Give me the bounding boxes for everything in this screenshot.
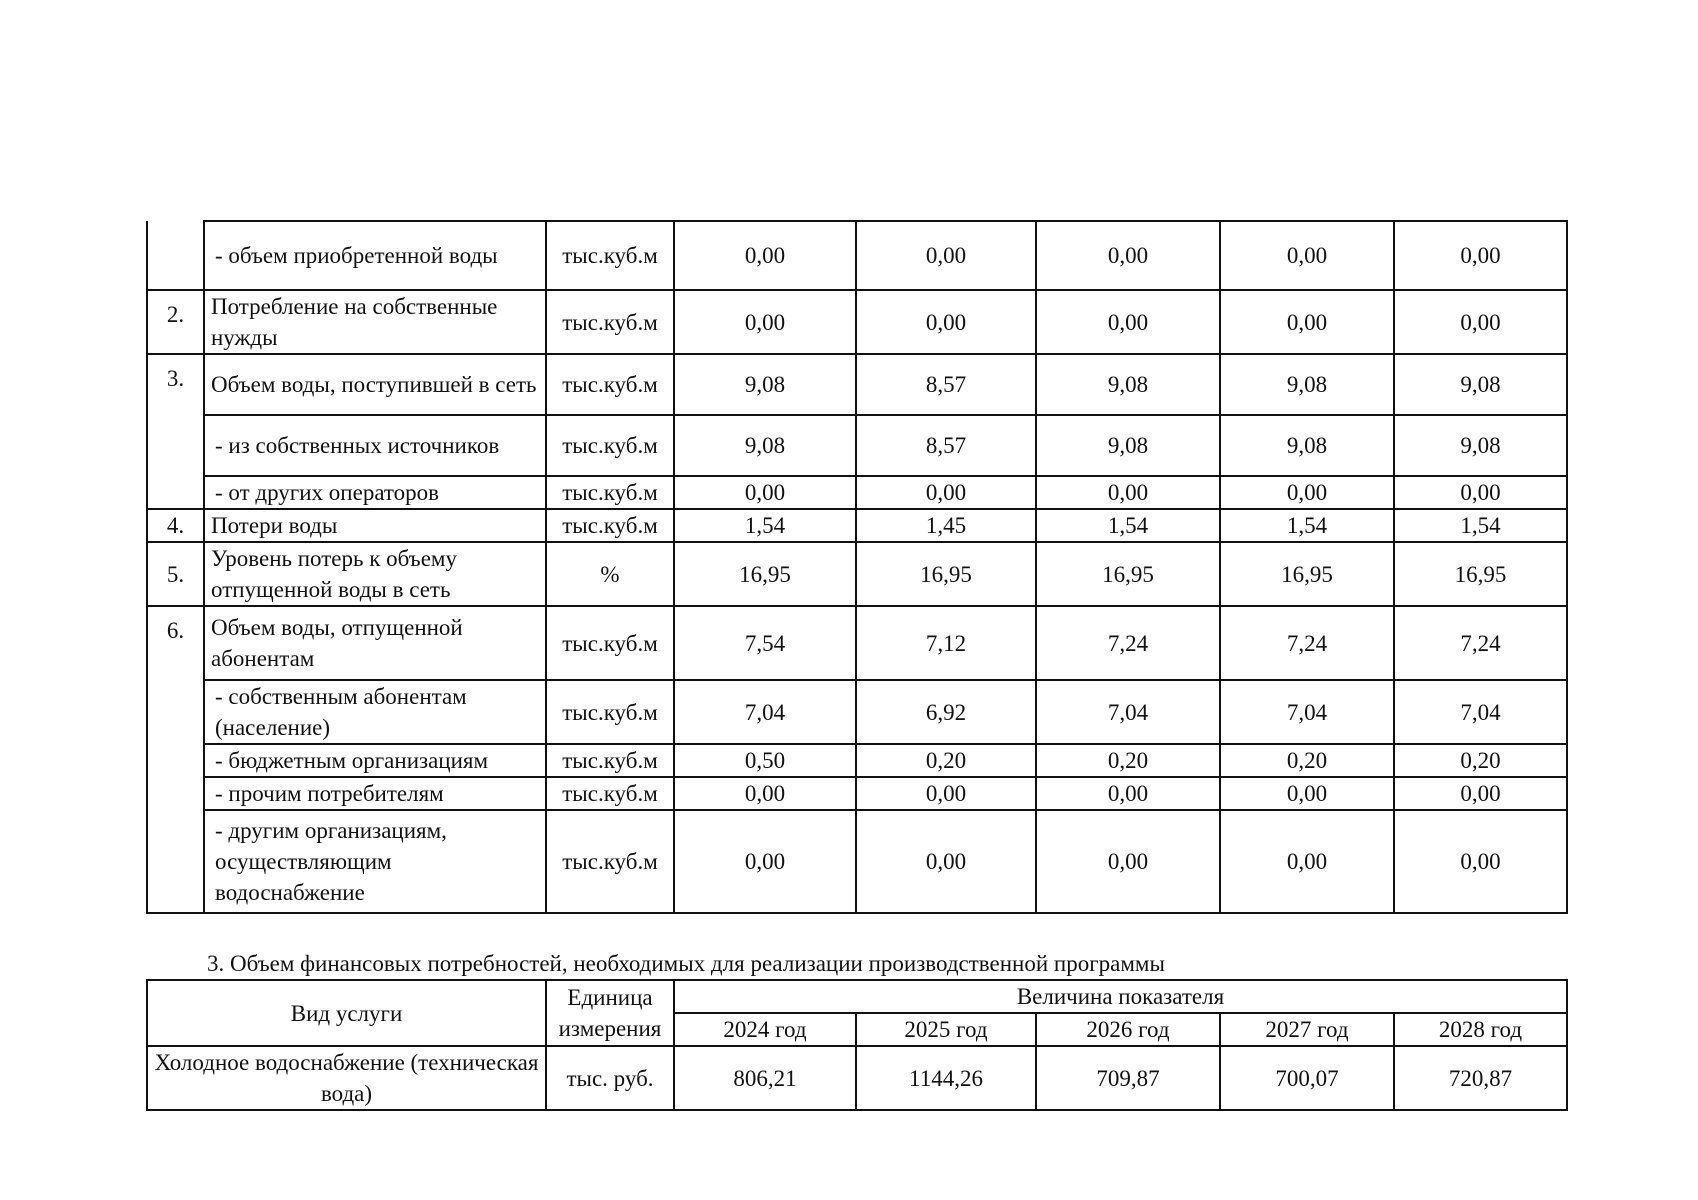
unit-cell: тыс.куб.м [546, 354, 674, 415]
row-number: 5. [147, 542, 204, 606]
value-cell: 720,87 [1394, 1046, 1567, 1110]
value-cell: 0,50 [674, 744, 856, 777]
unit-cell: тыс.куб.м [546, 476, 674, 509]
value-cell: 16,95 [856, 542, 1036, 606]
financial-needs-table [146, 979, 1568, 1111]
value-cell: 700,07 [1220, 1046, 1394, 1110]
unit-cell: % [546, 542, 674, 606]
value-cell: 7,12 [856, 606, 1036, 680]
table-row [147, 542, 1567, 606]
value-cell: 8,57 [856, 354, 1036, 415]
year-header: 2024 год [674, 1013, 856, 1046]
value-cell: 0,00 [1394, 810, 1567, 913]
value-cell: 7,24 [1220, 606, 1394, 680]
unit-cell: тыс.куб.м [546, 415, 674, 476]
unit-cell: тыс.куб.м [546, 680, 674, 744]
unit-cell: тыс.куб.м [546, 810, 674, 913]
value-cell: 0,00 [1394, 777, 1567, 810]
section-3-caption: 3. Объем финансовых потребностей, необходимых для реализации производственной программы [207, 951, 1165, 976]
value-cell: 0,00 [1394, 221, 1567, 290]
header-row [147, 980, 1567, 1013]
indicator-name: Объем воды, отпущенной абонентам [204, 606, 546, 680]
value-cell: 9,08 [1036, 354, 1220, 415]
value-cell: 709,87 [1036, 1046, 1220, 1110]
table-row [147, 606, 1567, 680]
value-cell: 0,00 [674, 290, 856, 354]
value-cell: 7,54 [674, 606, 856, 680]
value-cell: 9,08 [1220, 354, 1394, 415]
indicator-name: Потери воды [204, 509, 546, 542]
value-cell: 1,54 [674, 509, 856, 542]
value-cell: 9,08 [674, 354, 856, 415]
table-row [147, 680, 1567, 744]
value-cell: 9,08 [1394, 354, 1567, 415]
unit-cell: тыс.куб.м [546, 744, 674, 777]
year-header: 2025 год [856, 1013, 1036, 1046]
row-number: 3. [147, 354, 204, 509]
value-cell: 806,21 [674, 1046, 856, 1110]
value-cell: 0,00 [674, 777, 856, 810]
row-number: 6. [147, 606, 204, 913]
value-cell: 16,95 [1394, 542, 1567, 606]
indicator-name: Потребление на собственные нужды [204, 290, 546, 354]
value-cell: 0,00 [674, 221, 856, 290]
value-cell: 16,95 [1220, 542, 1394, 606]
unit-header: Единица измерения [546, 980, 674, 1046]
value-cell: 0,00 [674, 476, 856, 509]
unit-cell: тыс. руб. [546, 1046, 674, 1110]
indicator-name: Уровень потерь к объему отпущенной воды в сеть [204, 542, 546, 606]
value-cell: 7,24 [1036, 606, 1220, 680]
value-cell: 7,04 [674, 680, 856, 744]
value-cell: 0,00 [856, 221, 1036, 290]
value-cell: 0,00 [1394, 476, 1567, 509]
row-number: 4. [147, 509, 204, 542]
year-header: 2026 год [1036, 1013, 1220, 1046]
table-row [147, 810, 1567, 913]
value-cell: 7,04 [1220, 680, 1394, 744]
value-cell: 0,20 [1036, 744, 1220, 777]
value-cell: 0,00 [1220, 810, 1394, 913]
value-cell: 0,00 [1220, 476, 1394, 509]
year-header: 2027 год [1220, 1013, 1394, 1046]
table-row [147, 509, 1567, 542]
value-cell: 9,08 [1394, 415, 1567, 476]
table-row [147, 744, 1567, 777]
value-cell: 16,95 [674, 542, 856, 606]
value-cell: 0,00 [674, 810, 856, 913]
value-cell: 0,00 [1220, 290, 1394, 354]
value-cell: 8,57 [856, 415, 1036, 476]
indicator-name: - объем приобретенной воды [204, 221, 546, 290]
value-cell: 1,45 [856, 509, 1036, 542]
indicator-name: - другим организациям, осуществляющим водоснабжение [204, 810, 546, 913]
value-cell: 7,24 [1394, 606, 1567, 680]
indicator-name: - бюджетным организациям [204, 744, 546, 777]
table-row [147, 290, 1567, 354]
value-cell: 0,00 [856, 777, 1036, 810]
unit-cell: тыс.куб.м [546, 290, 674, 354]
row-number [147, 221, 204, 290]
value-cell: 0,20 [856, 744, 1036, 777]
value-cell: 6,92 [856, 680, 1036, 744]
row-number: 2. [147, 290, 204, 354]
value-cell: 9,08 [1036, 415, 1220, 476]
value-cell: 1,54 [1036, 509, 1220, 542]
value-cell: 1144,26 [856, 1046, 1036, 1110]
value-cell: 16,95 [1036, 542, 1220, 606]
table-row [147, 476, 1567, 509]
value-cell: 0,00 [1036, 810, 1220, 913]
value-cell: 9,08 [674, 415, 856, 476]
production-indicators-table [146, 220, 1568, 914]
indicator-name: - прочим потребителям [204, 777, 546, 810]
unit-cell: тыс.куб.м [546, 509, 674, 542]
table-row [147, 777, 1567, 810]
value-cell: 0,00 [1036, 290, 1220, 354]
value-cell: 0,00 [1220, 221, 1394, 290]
value-cell: 0,00 [1220, 777, 1394, 810]
value-cell: 7,04 [1036, 680, 1220, 744]
value-cell: 1,54 [1220, 509, 1394, 542]
value-cell: 0,00 [1036, 221, 1220, 290]
table-row [147, 1046, 1567, 1110]
value-cell: 0,00 [856, 476, 1036, 509]
table-row [147, 221, 1567, 290]
unit-cell: тыс.куб.м [546, 606, 674, 680]
indicator-value-header: Величина показателя [674, 980, 1567, 1013]
value-cell: 0,00 [856, 810, 1036, 913]
year-header: 2028 год [1394, 1013, 1567, 1046]
value-cell: 0,20 [1220, 744, 1394, 777]
value-cell: 0,00 [1036, 476, 1220, 509]
table-row [147, 354, 1567, 415]
table-row [147, 415, 1567, 476]
service-name: Холодное водоснабжение (техническая вода) [147, 1046, 546, 1110]
indicator-name: Объем воды, поступившей в сеть [204, 354, 546, 415]
value-cell: 9,08 [1220, 415, 1394, 476]
indicator-name: - из собственных источников [204, 415, 546, 476]
indicator-name: - собственным абонентам (население) [204, 680, 546, 744]
value-cell: 0,00 [1036, 777, 1220, 810]
unit-cell: тыс.куб.м [546, 221, 674, 290]
unit-cell: тыс.куб.м [546, 777, 674, 810]
service-type-header: Вид услуги [147, 980, 546, 1046]
value-cell: 0,20 [1394, 744, 1567, 777]
value-cell: 0,00 [1394, 290, 1567, 354]
indicator-name: - от других операторов [204, 476, 546, 509]
value-cell: 0,00 [856, 290, 1036, 354]
value-cell: 7,04 [1394, 680, 1567, 744]
value-cell: 1,54 [1394, 509, 1567, 542]
